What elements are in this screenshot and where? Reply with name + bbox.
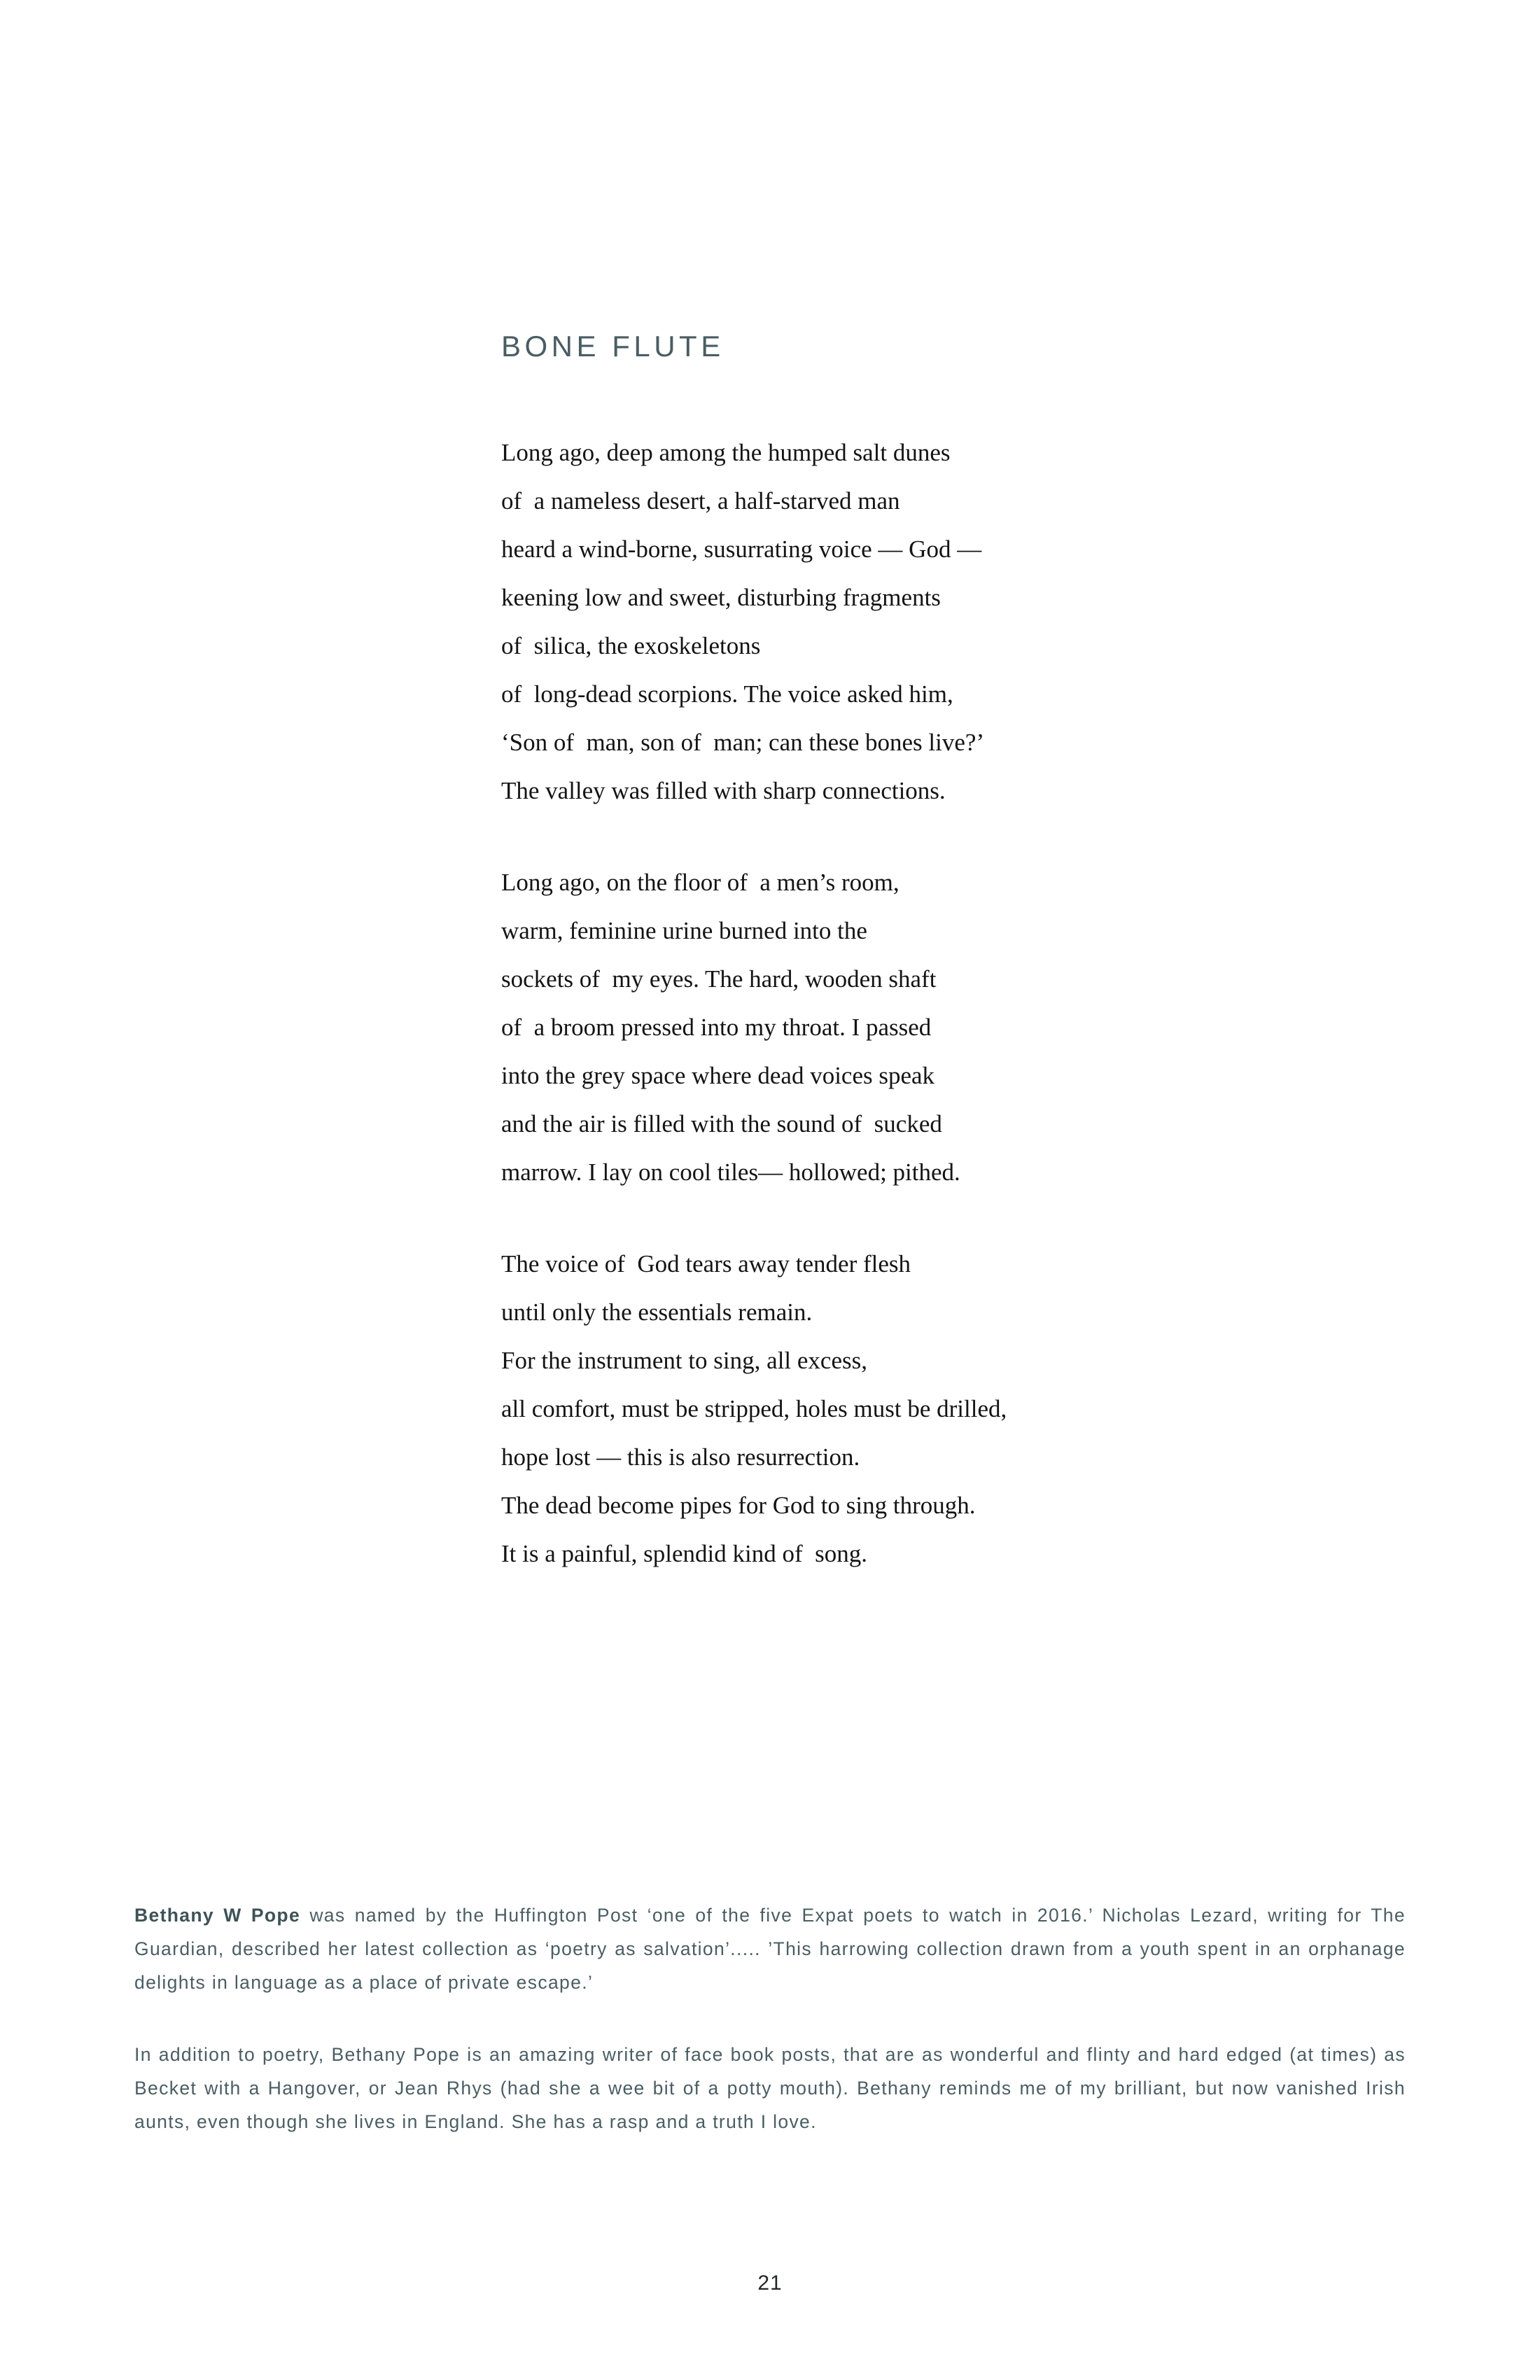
- poem-line: The voice of God tears away tender flesh: [501, 1250, 911, 1278]
- poem-stanza-1: [501, 428, 1271, 815]
- poem-line: of long-dead scorpions. The voice asked him,: [501, 680, 953, 708]
- author-bio: [134, 1898, 1406, 2138]
- poem-line: of a nameless desert, a half-starved man: [501, 487, 900, 515]
- poem-line: warm, feminine urine burned into the: [501, 917, 867, 945]
- bio-paragraph-2: In addition to poetry, Bethany Pope is an amazing writer of face book posts, that are as wonderful and flinty and hard edged (at times) as Becket with a Hangover, or Jean Rhys (had she a wee bit of a potty mouth). Bethany reminds me of my brilliant, but now vanished Irish aunts, even though she lives in England. She has a rasp and a truth I love.: [134, 2044, 1406, 2132]
- poem-line: hope lost — this is also resurrection.: [501, 1443, 860, 1471]
- poem-line: Long ago, deep among the humped salt dunes: [501, 439, 951, 467]
- author-name: Bethany W Pope: [134, 1905, 301, 1926]
- poem-line: until only the essentials remain.: [501, 1298, 813, 1326]
- poem-line: of silica, the exoskeletons: [501, 632, 761, 660]
- page-title: BONE FLUTE: [501, 330, 724, 363]
- poem-line: keening low and sweet, disturbing fragments: [501, 584, 941, 612]
- page-number: 21: [757, 2272, 783, 2295]
- bio-paragraph-1: [134, 1898, 1406, 1999]
- bio-paragraph-1-text: was named by the Huffington Post ‘one of the five Expat poets to watch in 2016.’ Nicholas Lezard, writing for The Guardian, described her latest collection as ‘poetry as salvation’..... ’This harrowing collection drawn from a youth spent in an orphanage delights in language as a place of private escape.’: [134, 1905, 1406, 1993]
- poem-line: sockets of my eyes. The hard, wooden shaft: [501, 965, 937, 993]
- poem-line: heard a wind-borne, susurrating voice — God —: [501, 536, 982, 564]
- poem-line: of a broom pressed into my throat. I passed: [501, 1014, 932, 1042]
- poem-stanza-2: [501, 858, 1271, 1196]
- poem-stanza-3: [501, 1240, 1271, 1578]
- poem-line: The dead become pipes for God to sing through.: [501, 1492, 976, 1520]
- poem-line: ‘Son of man, son of man; can these bones live?’: [501, 729, 985, 757]
- poem-line: It is a painful, splendid kind of song.: [501, 1540, 868, 1568]
- poem-line: For the instrument to sing, all excess,: [501, 1347, 867, 1375]
- poem-line: all comfort, must be stripped, holes must be drilled,: [501, 1395, 1007, 1423]
- poem-line: marrow. I lay on cool tiles— hollowed; pithed.: [501, 1158, 960, 1186]
- poem-container: [501, 329, 1271, 1578]
- poem-line: The valley was filled with sharp connections.: [501, 777, 946, 805]
- poem-line: into the grey space where dead voices speak: [501, 1062, 935, 1090]
- poem-line: and the air is filled with the sound of sucked: [501, 1110, 942, 1138]
- poem-line: Long ago, on the floor of a men’s room,: [501, 869, 899, 897]
